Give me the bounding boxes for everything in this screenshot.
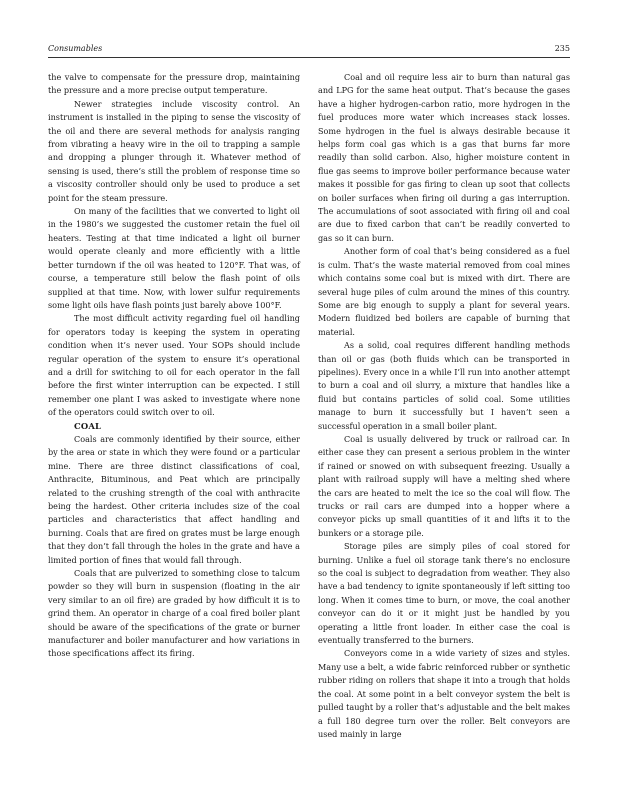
paragraph: Coals are commonly identified by their source, either by the area or state in which they were found or a particular mine. There are three distinct classifications of coal, Anthracite, Bituminous, and Peat which are principally related to the crushing strength of the coal with anthracite being the hardest. Other criteria includes size of the coal particles and characteristics that affect handling and burning. Coals that are fired on grates must be large enough that they don’t fall through the holes in the grate and have a limited portion of fines that would fall through. <box>48 433 300 565</box>
paragraph: Coals that are pulverized to something close to talcum powder so they will burn in suspension (floating in the air very similar to an oil fire) are graded by how difficult it is to grind them. An operator in charge of a coal fired boiler plant should be aware of the specifications of the grate or burner manufacturer and boiler manufacturer and how variations in those specifications affect its firing. <box>48 568 300 659</box>
paragraph: Coal and oil require less air to burn than natural gas and LPG for the same heat output. That’s because the gases have a higher hydrogen-carbon ratio, more hydrogen in the fuel produces more water which increases stack losses. Some hydrogen in the fuel is always desirable because it helps form coal gas which is a gas that burns far more readily than solid carbon. Also, higher moisture content in flue gas seems to improve boiler performance because water makes it possible for gas firing to clean up soot that collects on boiler surfaces when firing oil during a gas interruption. The accumulations of soot associated with firing oil and coal are due to fixed carbon that can’t be readily converted to gas so it can burn. <box>318 72 570 243</box>
left-column <box>48 71 300 661</box>
paragraph: Coal is usually delivered by truck or railroad car. In either case they can present a serious problem in the winter if rained or snowed on with subsequent freezing. Usually a plant with railroad supply will have a melting shed where the cars are heated to melt the ice so the coal will flow. The trucks or rail cars are dumped into a hopper where a conveyor picks up small quantities of it and lifts it to the bunkers or a storage pile. <box>318 433 570 538</box>
paragraph: On many of the facilities that we converted to light oil in the 1980’s we suggested the customer retain the fuel oil heaters. Testing at that time indicated a light oil burner would operate cleanly and more efficiently with a little better turndown if the oil was heated to 120°F. That was, of course, a temperature still below the flash point of oils supplied at that time. Now, with lower sulfur requirements some light oils have flash points just barely above 100°F. <box>48 206 300 310</box>
right-column <box>318 71 570 741</box>
paragraph: The most difficult activity regarding fuel oil handling for operators today is keeping the system in operating condition when it’s never used. Your SOPs should include regular operation of the system to ensure it’s operational and a drill for switching to oil for each operator in the fall before the first winter interruption can be expected. I still remember one plant I was asked to investigate where none of the operators could switch over to oil. <box>48 313 300 418</box>
paragraph: Storage piles are simply piles of coal stored for burning. Unlike a fuel oil storage tank there’s no enclosure so the coal is subject to degradation from weather. They also have a bad tendency to ignite spontaneously if left sitting too long. When it comes time to burn, or move, the coal another conveyor can do it or it might just be handled by you operating a little front loader. In either case the coal is eventually transferred to the burners. <box>318 541 570 646</box>
section-heading-coal: COAL <box>74 420 102 431</box>
running-title: Consumables <box>48 44 103 53</box>
paragraph-continued: the valve to compensate for the pressure drop, maintaining the pressure and a more precise output temperature. <box>48 72 300 96</box>
running-header <box>48 44 570 58</box>
paragraph: Conveyors come in a wide variety of sizes and styles. Many use a belt, a wide fabric reinforced rubber or synthetic rubber riding on rollers that shape it into a trough that holds the coal. At some point in a belt conveyor system the belt is pulled taught by a roller that’s adjustable and the belt makes a full 180 degree turn over the roller. Belt conveyors are used mainly in large <box>318 648 570 739</box>
header-rule <box>48 57 570 58</box>
paragraph: Newer strategies include viscosity control. An instrument is installed in the piping to sense the viscosity of the oil and there are several methods for analysis ranging from vibrating a heavy wire in the oil to trapping a sample and dropping a plunger through it. Whatever method of sensing is used, there’s still the problem of response time so a viscosity controller should only be used to produce a set point for the steam pressure. <box>48 98 300 203</box>
page-number: 235 <box>554 44 570 53</box>
paragraph: As a solid, coal requires different handling methods than oil or gas (both fluids which can be transported in pipelines). Every once in a while I’ll run into another attempt to burn a coal and oil slurry, a mixture that handles like a fluid but contains particles of solid coal. Some utilities manage to burn it successfully but I haven’t seen a successful operation in a small boiler plant. <box>318 340 570 431</box>
paragraph: Another form of coal that’s being considered as a fuel is culm. That’s the waste material removed from coal mines which contains some coal but is mixed with dirt. There are several huge piles of culm around the mines of this country. Some are big enough to supply a plant for several years. Modern fluidized bed boilers are capable of burning that material. <box>318 246 570 337</box>
